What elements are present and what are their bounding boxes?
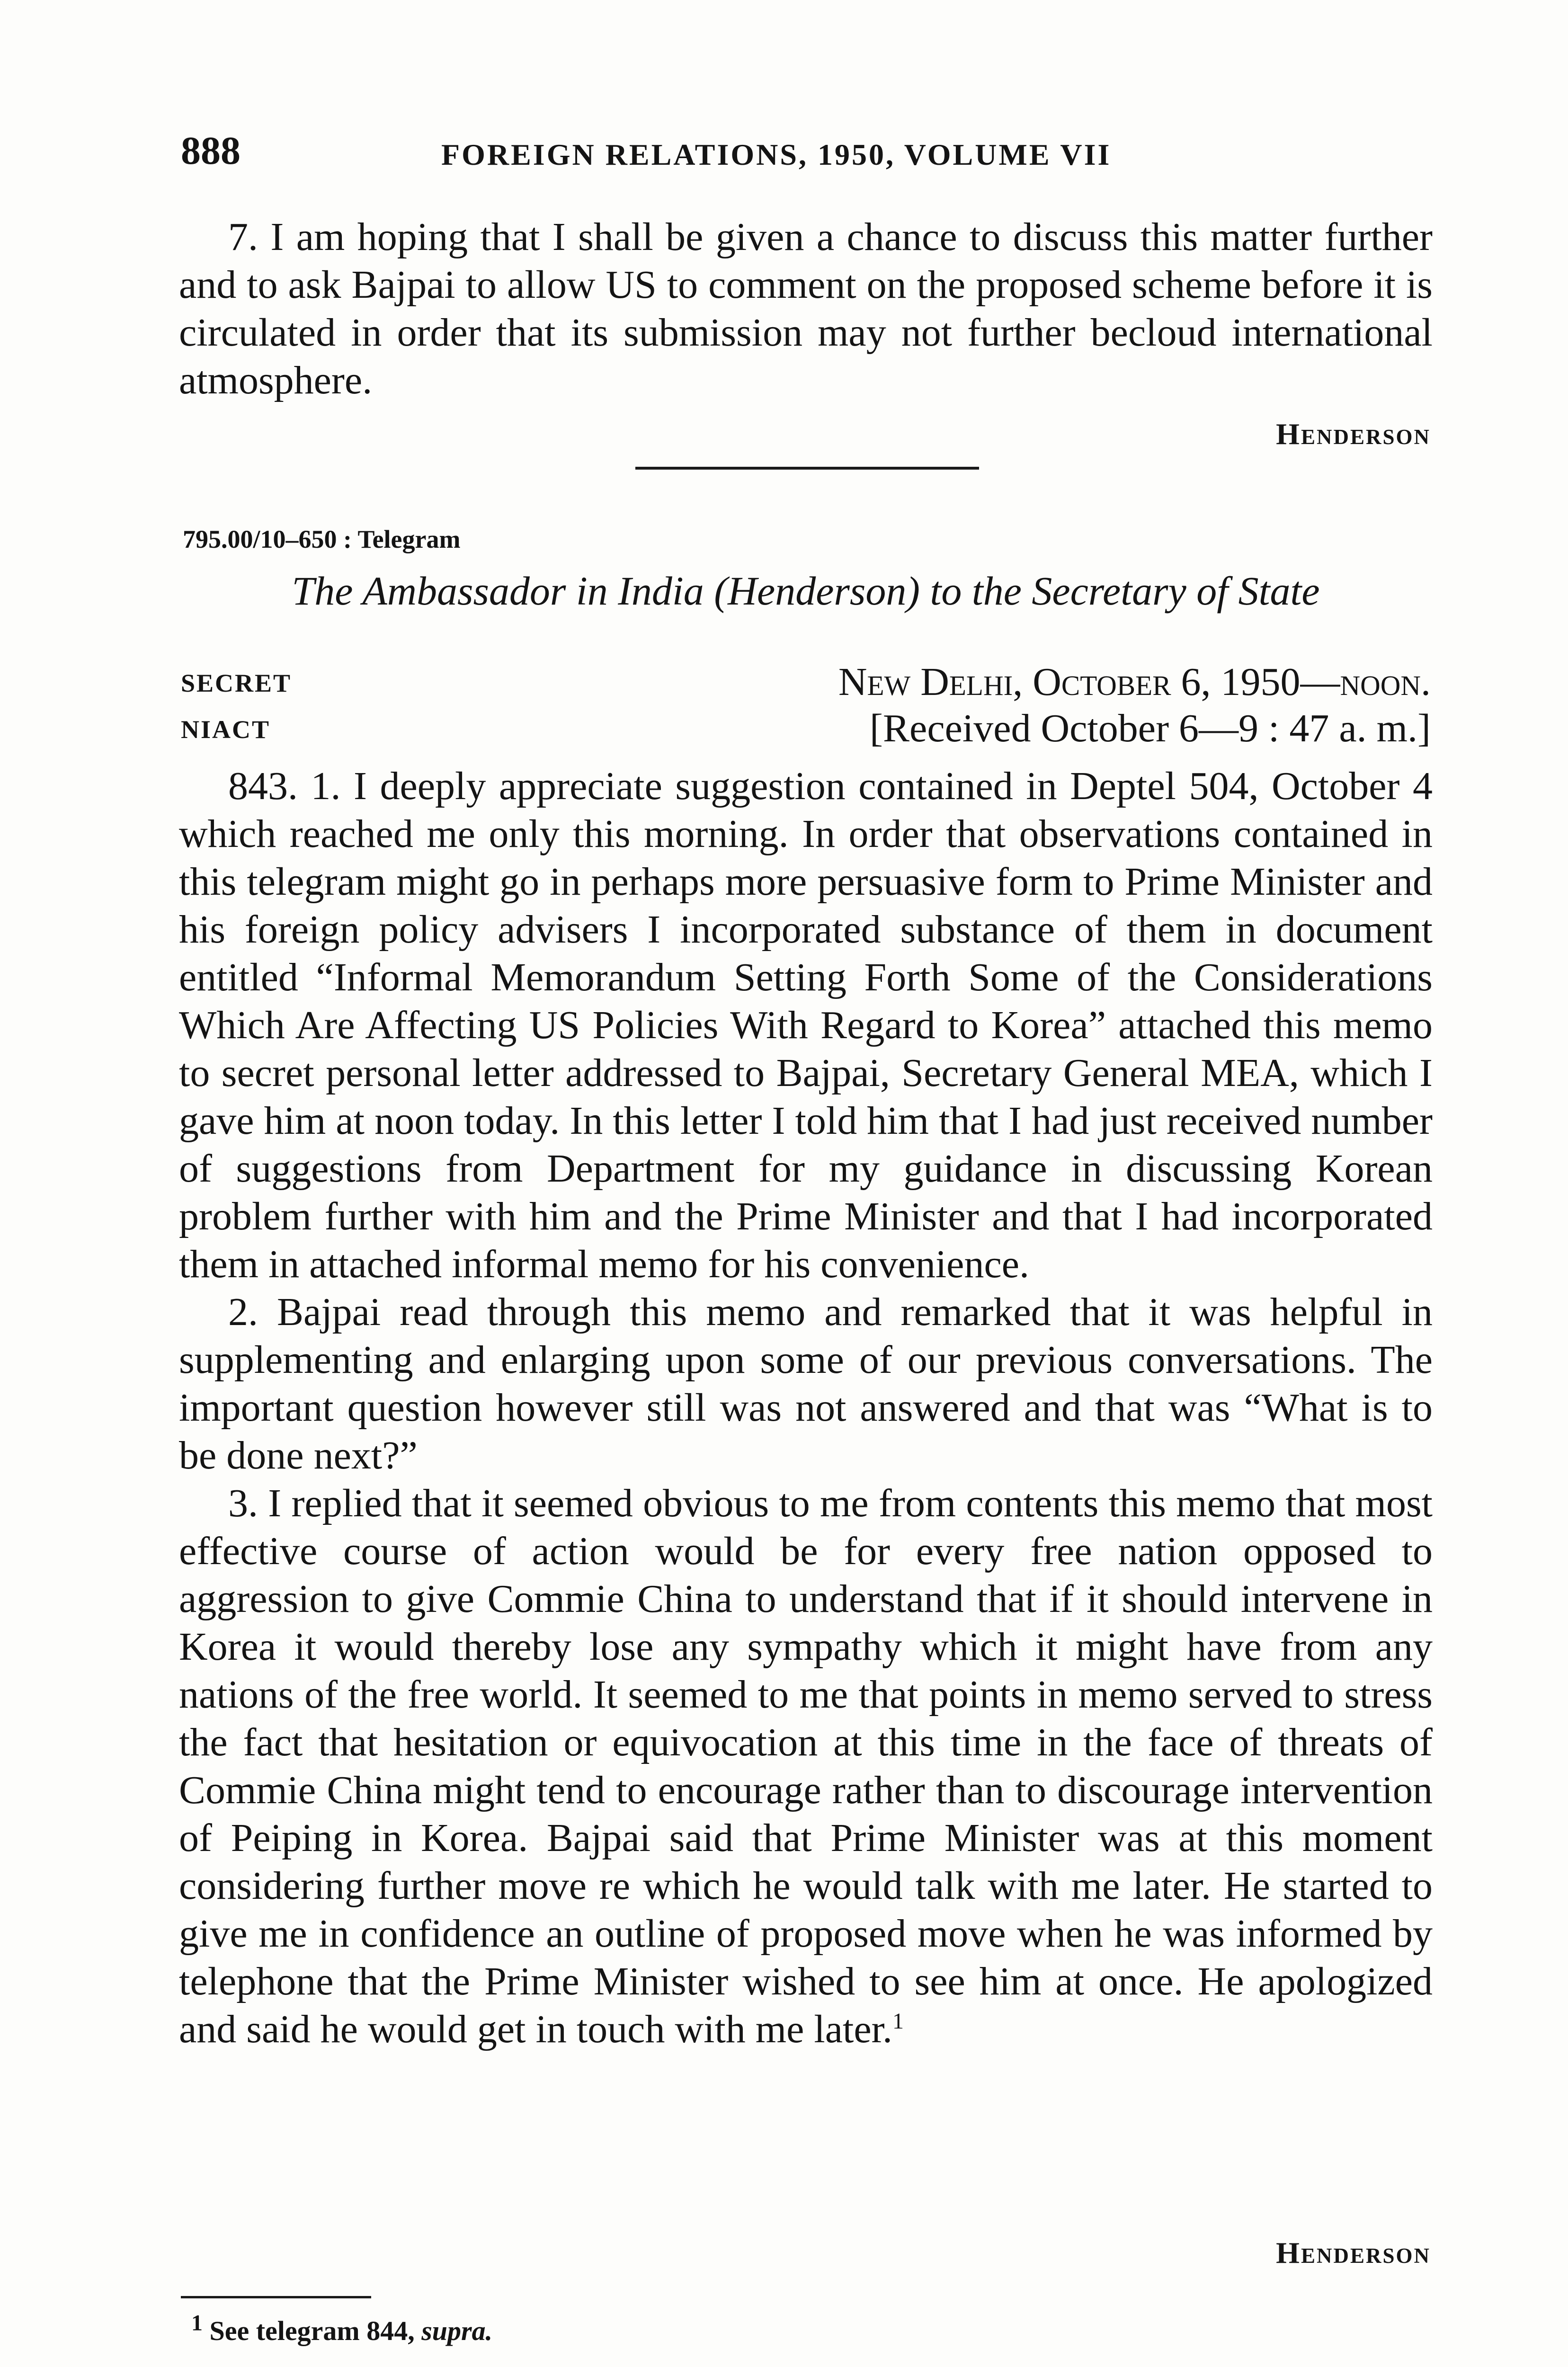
footnote-divider [181,2296,371,2298]
received-line: [Received October 6—9 : 47 a. m.] [870,706,1431,750]
previous-document-body [179,213,1433,404]
classification-secret: SECRET [181,669,292,697]
signature-henderson-2: Henderson [1276,2236,1431,2269]
paragraph-2: 2. Bajpai read through this memo and remarked that it was helpful in supplementing and enlarging upon some of our previous conversations. The important question however still was not answered and that was “What is to be done next?” [179,1290,1433,1477]
paragraph-3-text: 3. I replied that it seemed obvious to me from contents this memo that most effective course of action would be for every free nation opposed to aggression to give Commie China to understand that if it should intervene in Korea it would thereby lose any sympathy which it might have from any nations of the free world. It seemed to me that points in memo served to stress the fact that hesitation or equivocation at this time in the face of threats of Commie China might tend to encourage rather than to discourage intervention of Peiping in Korea. Bajpai said that Prime Minister was at this moment considering further move re which he would talk with me later. He started to give me in confidence an outline of proposed move when he was informed by telephone that the Prime Minister wished to see him at once. He apologized and said he would get in touch with me later. [179,1481,1433,2051]
section-divider [635,467,979,470]
footnote [191,2310,493,2347]
footnote-supra: supra. [421,2315,493,2346]
page-number: 888 [181,129,241,173]
telegram-body [179,762,1433,2053]
running-head: FOREIGN RELATIONS, 1950, VOLUME VII [441,138,1112,171]
classification-row-1 [181,659,1431,706]
footnote-text: See telegram 844, [209,2315,422,2346]
classification-niact: NIACT [181,715,271,744]
dateline: New Delhi, October 6, 1950—noon. [838,660,1431,704]
footnote-number: 1 [191,2310,203,2336]
file-reference: 795.00/10–650 : Telegram [183,525,461,553]
signature-henderson-1: Henderson [1276,417,1431,451]
footnote-marker: 1 [892,2009,904,2034]
paragraph-3 [179,1479,1433,2053]
page-header [181,128,1431,185]
paragraph-7: 7. I am hoping that I shall be given a chance to discuss this matter further and to ask Bajpai to allow US to comment on the proposed scheme before it is circulated in order that its submission may not further becloud international atmosphere. [179,215,1433,402]
paragraph-1: 843. 1. I deeply appreciate suggestion contained in Deptel 504, October 4 which reached me only this morning. In order that observations contained in this telegram might go in perhaps more persuasive form to Prime Minister and his foreign policy advisers I incorporated substance of them in document entitled “Informal Memorandum Setting Forth Some of the Considerations Which Are Affecting US Policies With Regard to Korea” attached this memo to secret personal letter addressed to Bajpai, Secretary General MEA, which I gave him at noon today. In this letter I told him that I had just received number of suggestions from Department for my guidance in discussing Korean problem further with him and the Prime Minister and that I had incorporated them in attached informal memo for his convenience. [179,764,1433,1286]
document-title: The Ambassador in India (Henderson) to the Secretary of State [292,568,1320,614]
classification-row-2 [181,705,1431,753]
